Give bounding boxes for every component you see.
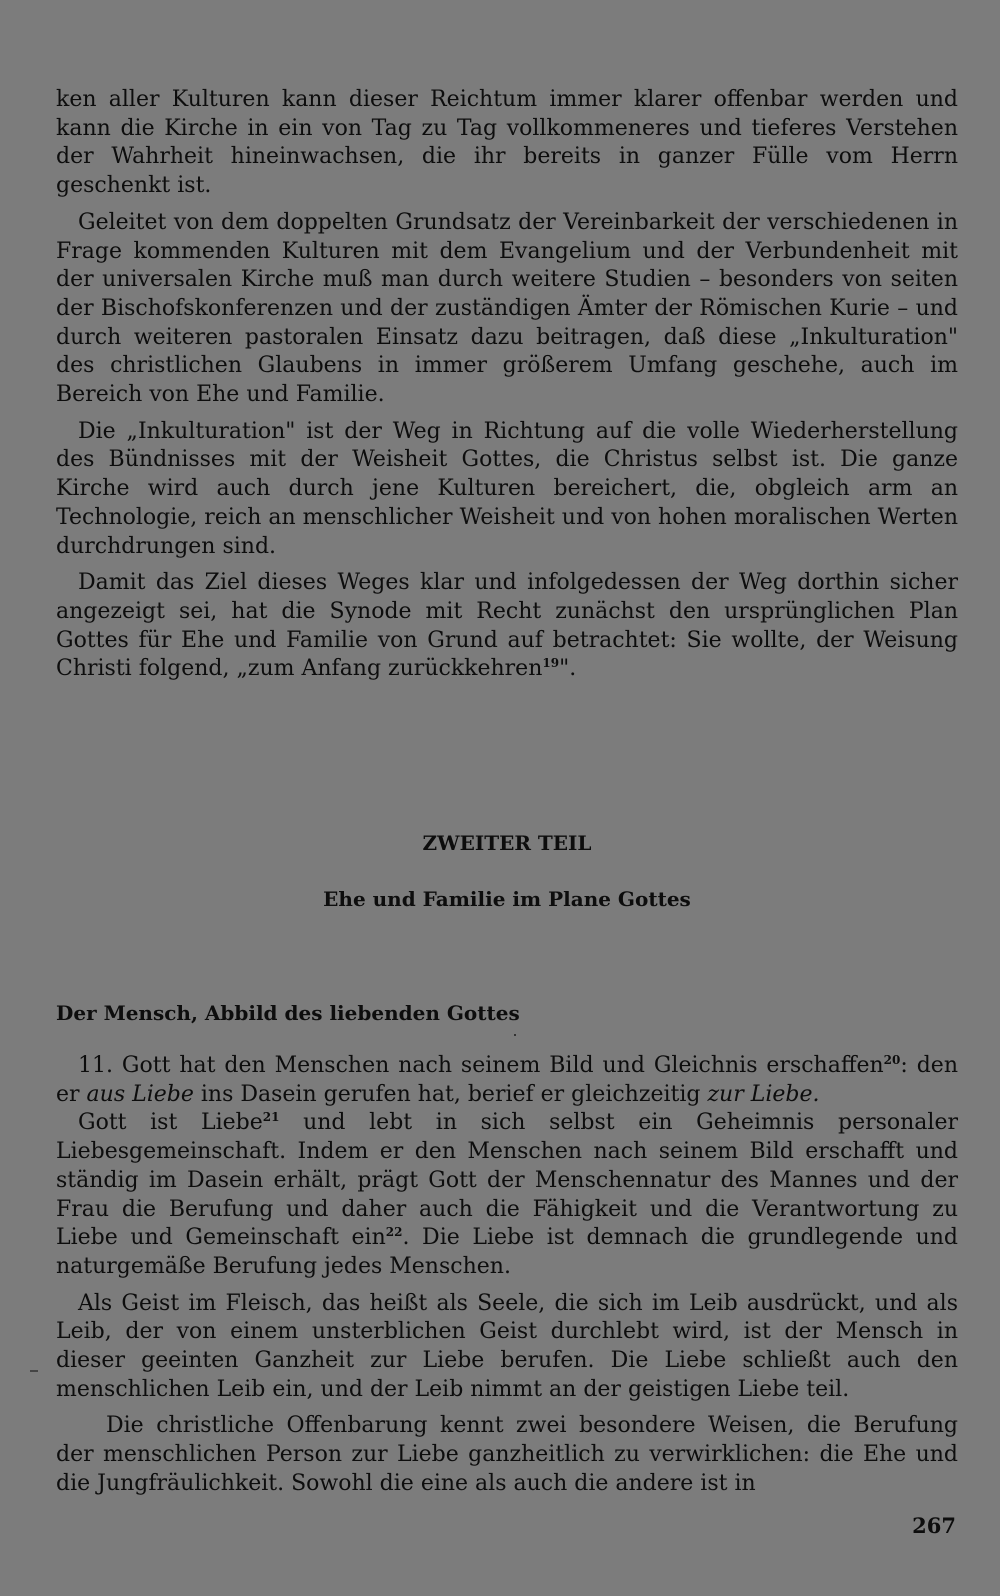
paragraph-11-text: 11. Gott hat den Menschen nach seinem Bild und Gleichnis erschaffen (78, 1053, 884, 1078)
emphasis-zur-liebe: zur Liebe. (707, 1081, 820, 1107)
paragraph-grundsatz: Geleitet von dem doppelten Grundsatz der Vereinbarkeit der verschiedenen in Frage kommenden Kulturen mit dem Evangelium und der Verbundenheit mit der universalen Kirche muß man durch weitere Studien – besonders von seiten der Bischofskonferenzen und der zuständigen Ämter der Römischen Kurie – und durch weiteren pastoralen Einsatz dazu beitragen, daß diese „Inkulturation" des christlichen Glaubens in immer größerem Umfang geschehe, auch im Bereich von Ehe und Familie. (56, 209, 958, 408)
paragraph-11-text-c: ins Dasein gerufen hat, berief er gleichzeitig (193, 1081, 708, 1107)
paragraph-ziel-text: Damit das Ziel dieses Weges klar und infolgedessen der Weg dorthin sicher angezeigt sei, hat die Synode mit Recht zunächst den ursprünglichen Plan Gottes für Ehe und Familie von Grund auf betrachtet: Sie wollte, der Weisung Christi folgend, „zum Anfang zurückkehren (56, 570, 958, 682)
paragraph-continuation: ken aller Kulturen kann dieser Reichtum immer klarer offenbar werden und kann die Kirche in ein von Tag zu Tag vollkommeneres und tieferes Verstehen der Wahrheit hineinwachsen, die ihr bereits in ganzer Fülle vom Herrn geschenkt ist. (56, 87, 958, 199)
paragraph-inkulturation: Die „Inkulturation" ist der Weg in Richtung auf die volle Wiederherstellung des Bündnisses mit der Weisheit Gottes, die Christus selbst ist. Die ganze Kirche wird auch durch jene Kulturen bereichert, die, obgleich arm an Technologie, reich an menschlicher Weisheit und von hohen moralischen Werten durchdrungen sind. (56, 418, 958, 559)
section-body (56, 1052, 958, 1499)
paragraph-gott-ist-liebe (56, 1109, 958, 1281)
paragraph-gott-text-a: Gott ist Liebe (78, 1110, 263, 1136)
paragraph-offenbarung: Die christliche Offenbarung kennt zwei besondere Weisen, die Berufung der menschlichen Person zur Liebe ganzheitlich zu verwirklichen: die Ehe und die Jungfräulichkeit. Sowohl die eine als auch die andere ist in (56, 1413, 958, 1496)
paragraph-gott-text-c: . Die Liebe ist demnach die grundlegende und naturgemäße Berufung jedes Menschen. (56, 1225, 959, 1279)
print-speck (514, 1034, 516, 1036)
section-title: Der Mensch, Abbild des liebenden Gottes (56, 1001, 520, 1025)
paragraph-ziel (56, 569, 958, 684)
paragraph-11-text-b: : den er (56, 1053, 958, 1107)
paragraph-gott-text-b: und lebt in sich selbst ein Geheimnis personaler Liebesgemeinschaft. Indem er den Menschen nach seinem Bild erschafft und ständig im Dasein erhält, prägt Gott der Menschennatur des Mannes und der Frau die Berufung und daher auch die Fähigkeit und die Verantwortung zu Liebe und Gemeinschaft ein (56, 1110, 959, 1251)
footnote-ref-19: 19 (542, 656, 560, 671)
paragraph-ziel-end: ". (559, 656, 577, 682)
page-body (56, 86, 959, 1496)
part-title: ZWEITER TEIL (422, 831, 592, 855)
footnote-ref-22: 22 (385, 1225, 403, 1240)
footnote-ref-20: 20 (883, 1053, 901, 1067)
emphasis-aus-liebe: aus Liebe (86, 1081, 194, 1107)
chapter-title: Ehe und Familie im Plane Gottes (323, 887, 691, 911)
page-number: 267 (912, 1513, 956, 1538)
footnote-ref-21: 21 (262, 1110, 280, 1125)
paragraph-geist-im-fleisch: Als Geist im Fleisch, das heißt als Seele, die sich im Leib ausdrückt, und als Leib, der von einem unsterblichen Geist durchlebt wird, ist der Mensch in dieser geeinten Ganzheit zur Liebe berufen. Die Liebe schließt auch den menschlichen Leib ein, und der Leib nimmt an der geistigen Liebe teil. (56, 1290, 958, 1402)
paragraph-11 (56, 1052, 958, 1109)
margin-mark (30, 1370, 38, 1372)
